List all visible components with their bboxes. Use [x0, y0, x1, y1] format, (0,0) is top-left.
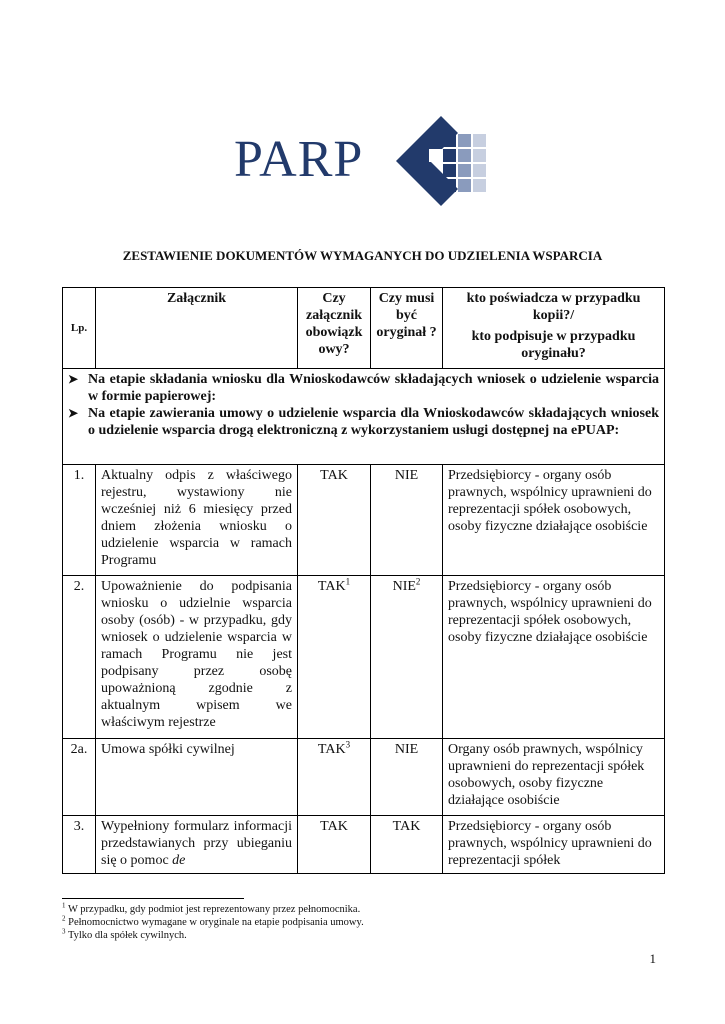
section-cell — [63, 369, 665, 465]
section-item — [68, 405, 659, 439]
header-zalacznik: Załącznik — [96, 288, 298, 369]
table-row — [63, 739, 665, 816]
arrow-bullet-icon: ➤ — [68, 372, 79, 386]
row-original: NIE — [371, 465, 443, 576]
page-number: 1 — [649, 951, 656, 966]
header-kto-line2: kto podpisuje w przypadku oryginału? — [471, 329, 636, 361]
row-lp: 2. — [63, 576, 96, 739]
header-oryginal: Czy musi być oryginał ? — [371, 288, 443, 369]
document-title: ZESTAWIENIE DOKUMENTÓW WYMAGANYCH DO UDZIELENIA WSPARCIA — [122, 248, 603, 263]
footnote-ref: 1 — [345, 576, 351, 587]
row-mandatory: TAK$^3$ — [298, 739, 371, 816]
row-who: Organy osób prawnych, wspólnicy uprawnieni do reprezentacji spółek osobowych, osoby fizyczne działające osobiście — [443, 739, 665, 816]
row-document: Upoważnienie do podpisania wniosku o udzielnie wsparcia osoby (osób) - w przypadku, gdy wniosek o udzielenie wsparcia w ramach Programu nie jest podpisany przez osobę upoważnioną zgodnie z aktualnym wpisem we właściwym rejestrze — [96, 576, 298, 739]
row-mandatory: TAK — [298, 465, 371, 576]
row-original: NIE — [371, 739, 443, 816]
section-item-text: Na etapie zawierania umowy o udzielenie wsparcia dla Wnioskodawców składających wniosek o udzielenie wsparcia drogą elektroniczną z wykorzystaniem usługi dostępnej na ePUAP: — [88, 406, 659, 438]
documents-table — [62, 287, 665, 874]
logo-diamond-icon — [396, 116, 490, 206]
row-who: Przedsiębiorcy - organy osób prawnych, wspólnicy uprawnieni do reprezentacji spółek — [443, 816, 665, 874]
table-header-row — [63, 288, 665, 369]
row-original: TAK — [371, 816, 443, 874]
footnote: $^3$ Tylko dla spółek cywilnych. — [62, 927, 187, 941]
footnote-ref: 3 — [345, 739, 351, 750]
italic-word: de — [172, 853, 186, 868]
table-row — [63, 816, 665, 874]
section-item-text: Na etapie składania wniosku dla Wnioskodawców składających wniosek o udzielenie wsparcia w formie papierowej: — [88, 372, 659, 404]
header-obowiazkowy: Czy załącznik obowiązk owy? — [298, 288, 371, 369]
row-document: Umowa spółki cywilnej — [96, 739, 298, 816]
row-who: Przedsiębiorcy - organy osób prawnych, wspólnicy uprawnieni do reprezentacji spółek osobowych, osoby fizyczne działające osobiście — [443, 465, 665, 576]
row-document: Wypełniony formularz informacji przedstawianych przy ubieganiu się o pomoc de — [96, 816, 298, 874]
footnote-ref: 2 — [415, 576, 421, 587]
footnote: $^2$ Pełnomocnictwo wymagane w oryginale na etapie podpisania umowy. — [62, 914, 364, 928]
row-who: Przedsiębiorcy - organy osób prawnych, wspólnicy uprawnieni do reprezentacji spółek osobowych, osoby fizyczne działające osobiście — [443, 576, 665, 739]
header-kto — [443, 288, 665, 369]
section-row — [63, 369, 665, 465]
row-lp: 3. — [63, 816, 96, 874]
row-mandatory: TAK$^1$ — [298, 576, 371, 739]
header-lp: Lp. — [63, 288, 96, 369]
arrow-bullet-icon: ➤ — [68, 406, 79, 420]
row-mandatory: TAK — [298, 816, 371, 874]
footnote-separator — [62, 898, 244, 899]
row-lp: 2a. — [63, 739, 96, 816]
footnotes — [62, 903, 364, 942]
logo-wordmark: PARP — [234, 131, 364, 188]
table-row — [63, 576, 665, 739]
row-document: Aktualny odpis z właściwego rejestru, wystawiony nie wcześniej niż 6 miesięcy przed dniem złożenia wniosku o udzielenie wsparcia w ramach Programu — [96, 465, 298, 576]
row-lp: 1. — [63, 465, 96, 576]
parp-logo — [228, 112, 490, 208]
footnote: $^1$ W przypadku, gdy podmiot jest reprezentowany przez pełnomocnika. — [62, 901, 361, 915]
table-row — [63, 465, 665, 576]
section-item — [68, 371, 659, 405]
header-kto-line1: kto poświadcza w przypadku kopii?/ — [466, 291, 641, 323]
row-original: NIE$^2$ — [371, 576, 443, 739]
